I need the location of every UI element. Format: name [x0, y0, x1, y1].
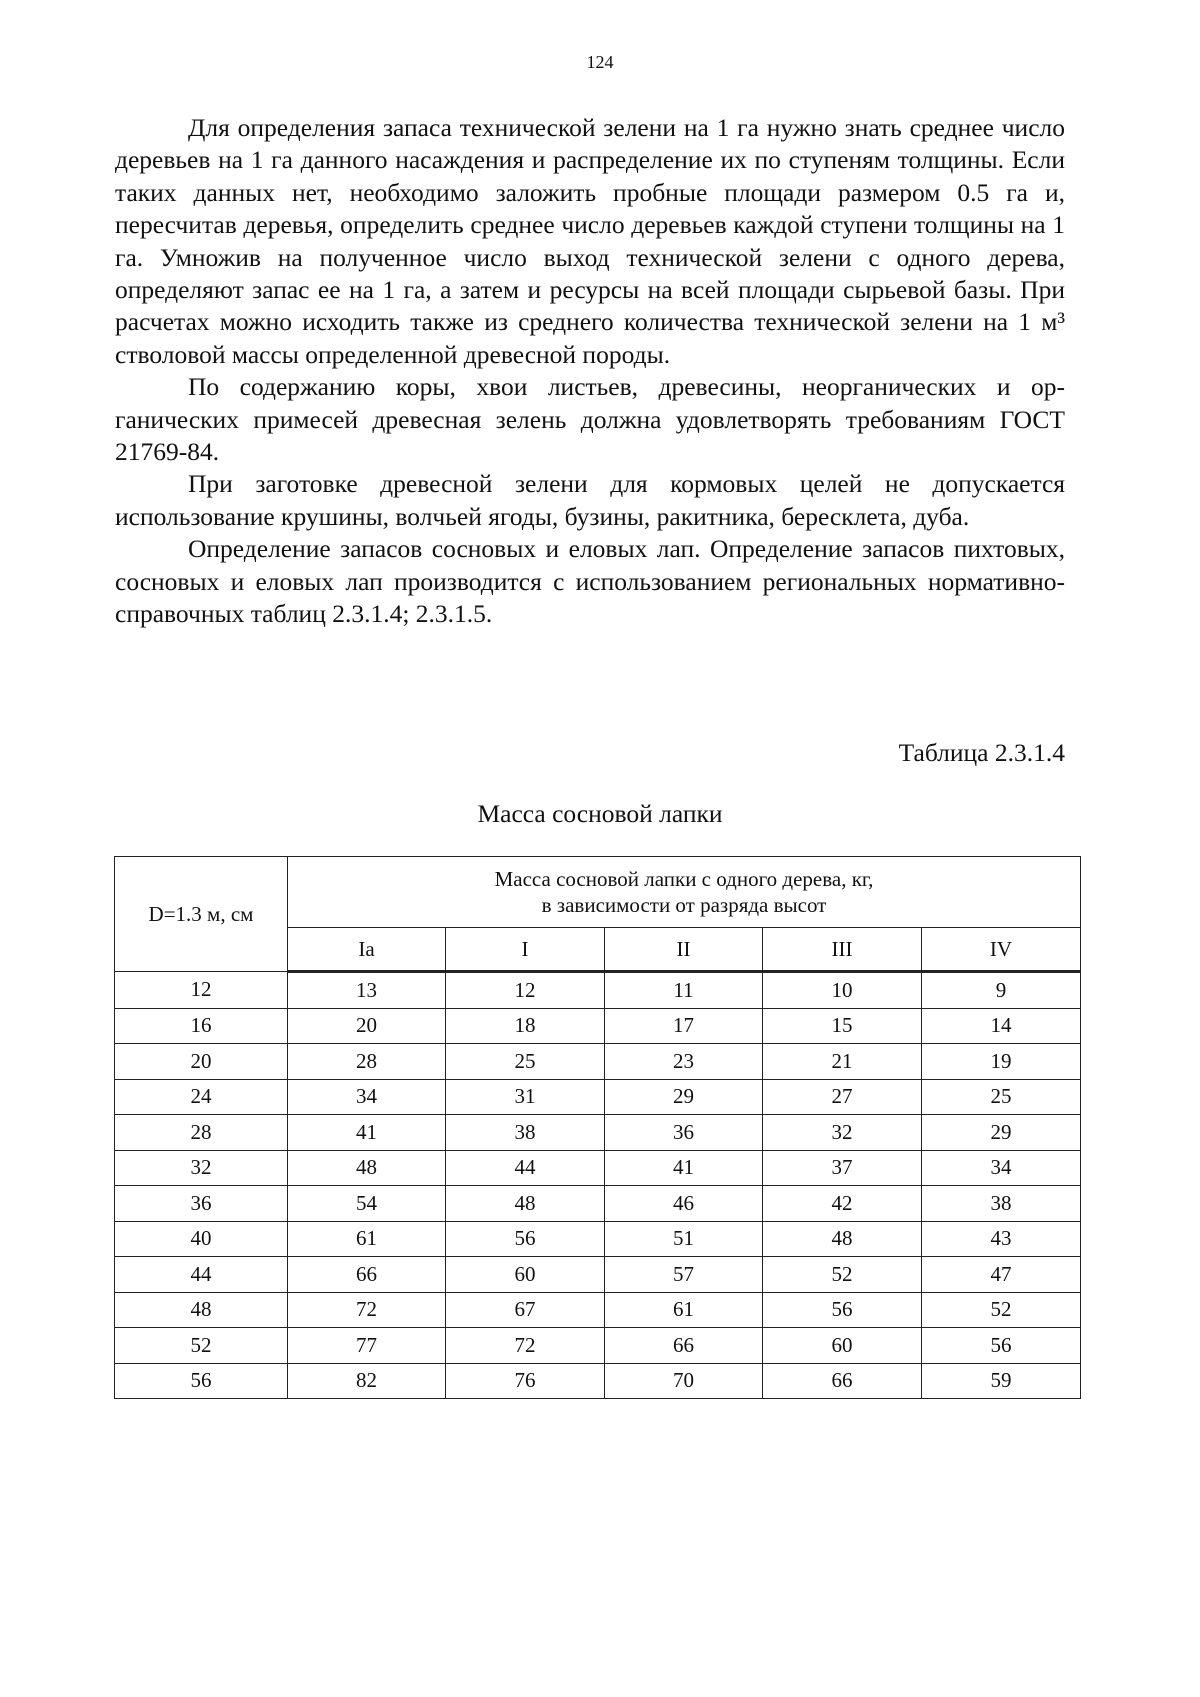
diameter-cell: 52 — [115, 1328, 288, 1364]
mass-cell: 13 — [288, 972, 446, 1009]
mass-cell: 44 — [446, 1150, 605, 1186]
mass-cell: 56 — [446, 1221, 605, 1257]
mass-cell: 72 — [446, 1328, 605, 1364]
table-label: Таблица 2.3.1.4 — [898, 738, 1065, 767]
table-row — [115, 1292, 1081, 1328]
mass-cell: 47 — [922, 1257, 1081, 1293]
diameter-cell: 32 — [115, 1150, 288, 1186]
grade-header: I — [446, 928, 605, 972]
mass-cell: 59 — [922, 1363, 1081, 1399]
mass-cell: 67 — [446, 1292, 605, 1328]
table-row — [115, 1150, 1081, 1186]
table-row — [115, 1221, 1081, 1257]
paragraph: При заготовке древесной зелени для кормовых целей не допускается использование крушины, волчьей ягоды, бузины, ракитника, бересклета, дуба. — [115, 469, 1065, 531]
table-row — [115, 1079, 1081, 1115]
mass-cell: 27 — [763, 1079, 922, 1115]
table-row — [115, 1044, 1081, 1080]
mass-cell: 41 — [605, 1150, 763, 1186]
mass-cell: 38 — [922, 1186, 1081, 1222]
data-table — [114, 856, 1081, 1399]
mass-cell: 25 — [446, 1044, 605, 1080]
table-row — [115, 1328, 1081, 1364]
mass-cell: 10 — [763, 972, 922, 1009]
mass-cell: 12 — [446, 972, 605, 1009]
mass-cell: 61 — [605, 1292, 763, 1328]
mass-cell: 70 — [605, 1363, 763, 1399]
diameter-cell: 12 — [115, 972, 288, 1009]
table-row — [115, 1257, 1081, 1293]
page-number: 124 — [586, 52, 614, 72]
mass-cell: 46 — [605, 1186, 763, 1222]
table-row — [115, 1363, 1081, 1399]
body-text — [115, 112, 1065, 631]
table-caption: Масса сосновой лапки — [477, 799, 723, 828]
mass-cell: 57 — [605, 1257, 763, 1293]
mass-cell: 72 — [288, 1292, 446, 1328]
diameter-cell: 16 — [115, 1008, 288, 1044]
mass-cell: 43 — [922, 1221, 1081, 1257]
table-row — [115, 1186, 1081, 1222]
mass-cell: 66 — [605, 1328, 763, 1364]
mass-cell: 42 — [763, 1186, 922, 1222]
mass-cell: 54 — [288, 1186, 446, 1222]
mass-cell: 34 — [922, 1150, 1081, 1186]
mass-cell: 29 — [922, 1115, 1081, 1151]
mass-cell: 25 — [922, 1079, 1081, 1115]
mass-cell: 17 — [605, 1008, 763, 1044]
mass-cell: 28 — [288, 1044, 446, 1080]
mass-cell: 18 — [446, 1008, 605, 1044]
mass-cell: 36 — [605, 1115, 763, 1151]
mass-cell: 14 — [922, 1008, 1081, 1044]
mass-cell: 82 — [288, 1363, 446, 1399]
mass-cell: 60 — [446, 1257, 605, 1293]
diameter-column-header: D=1.3 м, см — [115, 857, 288, 972]
mass-cell: 34 — [288, 1079, 446, 1115]
mass-cell: 32 — [763, 1115, 922, 1151]
diameter-cell: 40 — [115, 1221, 288, 1257]
mass-cell: 52 — [922, 1292, 1081, 1328]
mass-cell: 66 — [763, 1363, 922, 1399]
mass-cell: 77 — [288, 1328, 446, 1364]
diameter-cell: 20 — [115, 1044, 288, 1080]
mass-cell: 48 — [288, 1150, 446, 1186]
mass-cell: 29 — [605, 1079, 763, 1115]
mass-cell: 61 — [288, 1221, 446, 1257]
mass-cell: 21 — [763, 1044, 922, 1080]
paragraph: По содержанию коры, хвои листьев, древесины, неорганических и органических примесей древесная зелень должна удовлетворять требованиям ГОСТ 21769-84. — [115, 372, 1065, 467]
mass-cell: 76 — [446, 1363, 605, 1399]
paragraph: Для определения запаса технической зелени на 1 га нужно знать среднее число деревьев на 1 га данного насаждения и распределение их по ступеням толщины. Если таких данных нет, необходимо заложить пробные площади размером 0.5 га и, пересчитав деревья, определить среднее число деревьев каждой ступени толщины на 1 га. Умножив на полученное число выход технической зелени с одного дерева, определяют запас ее на 1 га, а затем и ресурсы на всей площади сырьевой базы. При расчетах можно исходить также из среднего количества технической зелени на 1 м³ стволовой массы определенной древесной породы. — [115, 113, 1065, 369]
mass-cell: 52 — [763, 1257, 922, 1293]
table-header-row — [115, 857, 1081, 928]
mass-cell: 66 — [288, 1257, 446, 1293]
mass-cell: 48 — [446, 1186, 605, 1222]
mass-group-header — [288, 857, 1081, 928]
diameter-cell: 44 — [115, 1257, 288, 1293]
mass-cell: 9 — [922, 972, 1081, 1009]
grade-header: IV — [922, 928, 1081, 972]
mass-cell: 60 — [763, 1328, 922, 1364]
diameter-cell: 24 — [115, 1079, 288, 1115]
mass-group-header-line1: Масса сосновой лапки с одного дерева, кг, — [494, 867, 874, 891]
mass-cell: 51 — [605, 1221, 763, 1257]
mass-cell: 38 — [446, 1115, 605, 1151]
grade-header: Ia — [288, 928, 446, 972]
diameter-cell: 36 — [115, 1186, 288, 1222]
mass-cell: 11 — [605, 972, 763, 1009]
mass-cell: 56 — [922, 1328, 1081, 1364]
mass-cell: 56 — [763, 1292, 922, 1328]
diameter-cell: 28 — [115, 1115, 288, 1151]
mass-cell: 31 — [446, 1079, 605, 1115]
grade-header: III — [763, 928, 922, 972]
mass-cell: 19 — [922, 1044, 1081, 1080]
mass-cell: 41 — [288, 1115, 446, 1151]
paragraph: Определение запасов сосновых и еловых лап. Определение запасов пихтовых, сосновых и еловых лап производится с использованием региональных нормативно-справочных таблиц 2.3.1.4; 2.3.1.5. — [115, 534, 1065, 629]
mass-cell: 15 — [763, 1008, 922, 1044]
table-row — [115, 1115, 1081, 1151]
diameter-cell: 48 — [115, 1292, 288, 1328]
mass-cell: 23 — [605, 1044, 763, 1080]
table-body — [115, 972, 1081, 1399]
table-row — [115, 1008, 1081, 1044]
diameter-cell: 56 — [115, 1363, 288, 1399]
mass-cell: 37 — [763, 1150, 922, 1186]
mass-group-header-line2: в зависимости от разряда высот — [541, 893, 827, 917]
grade-header: II — [605, 928, 763, 972]
table-row — [115, 972, 1081, 1009]
mass-cell: 20 — [288, 1008, 446, 1044]
mass-cell: 48 — [763, 1221, 922, 1257]
